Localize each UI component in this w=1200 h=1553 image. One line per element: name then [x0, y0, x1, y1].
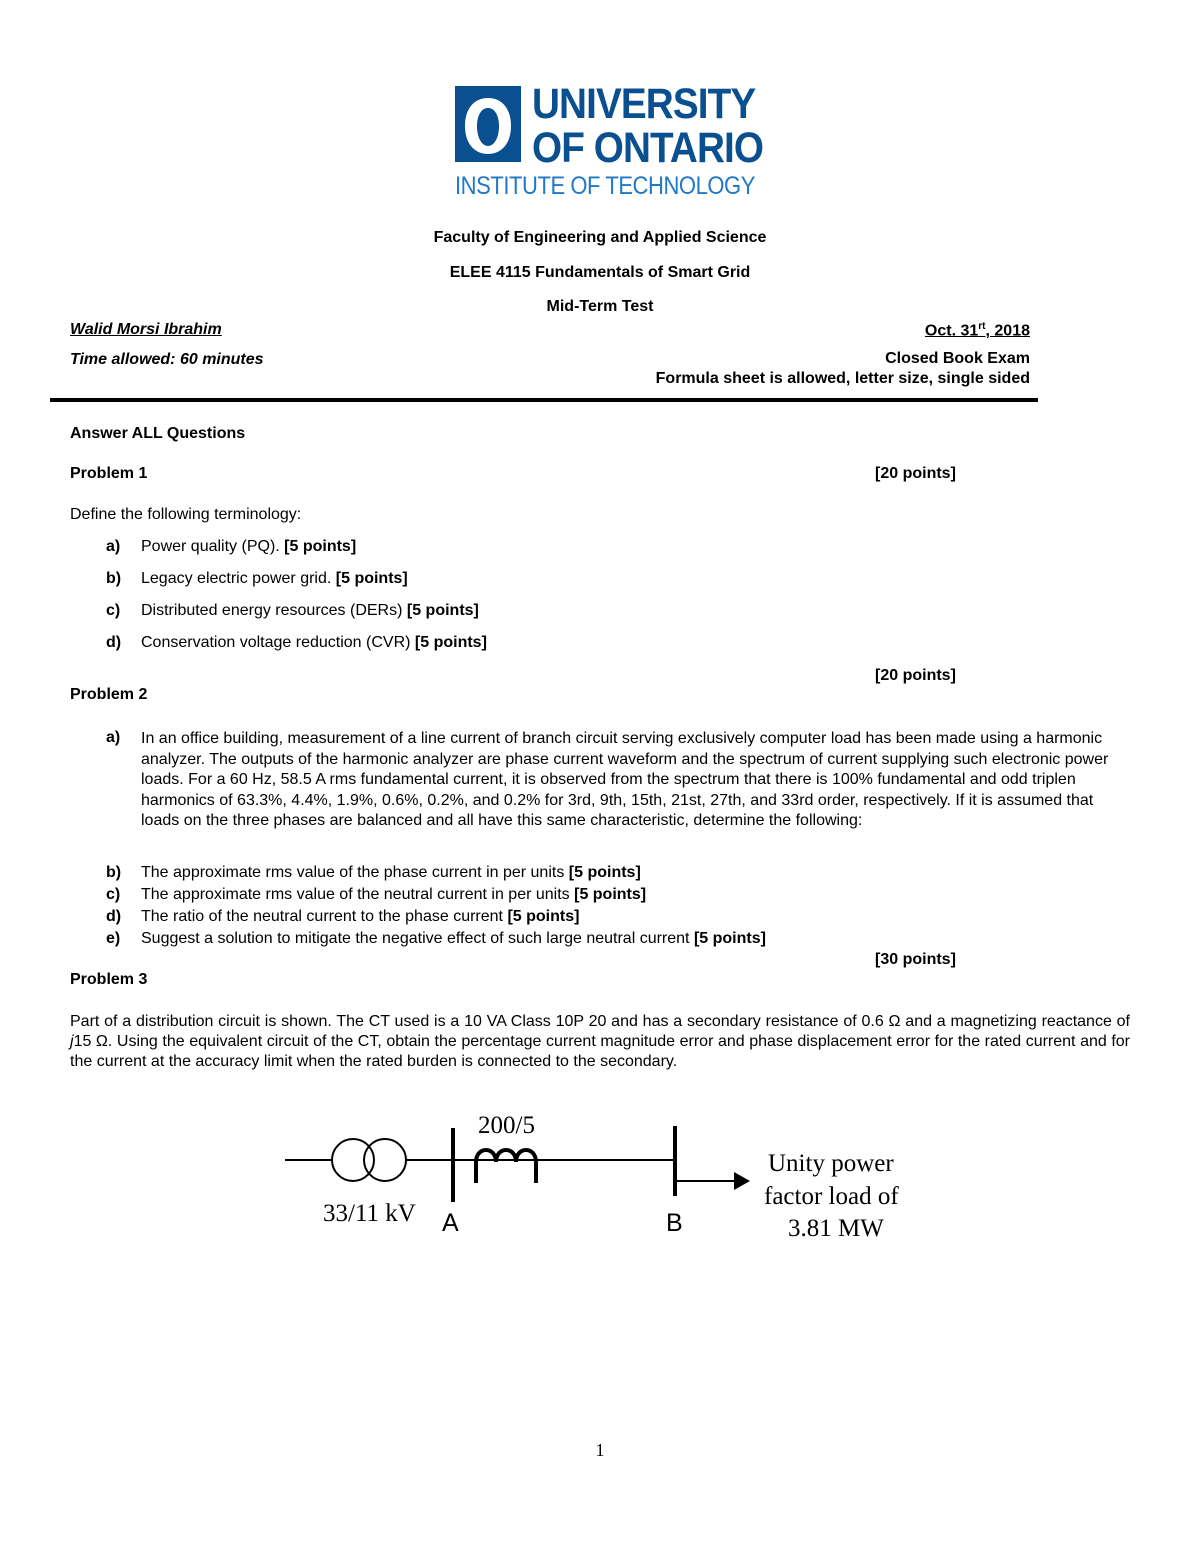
test-title: Mid-Term Test: [546, 298, 654, 315]
item-label: d): [106, 908, 122, 925]
date-prefix: Oct. 31: [924, 322, 979, 340]
item-points: [5 points]: [335, 570, 408, 587]
item-points: [5 points]: [284, 538, 357, 555]
item-text: The ratio of the neutral current to the phase current: [141, 908, 508, 925]
item-text: Power quality (PQ).: [141, 538, 285, 555]
problem-1-points: [20 points]: [875, 465, 956, 482]
problem-2-points: [20 points]: [875, 667, 956, 684]
problem-3-text-part1: Part of a distribution circuit is shown. The CT used is a 10 VA Class 10P 20 and has a secondary resistance of 0.6 Ω and a magnetizing reactance of: [70, 1013, 1130, 1030]
problem-3-title: Problem 3: [70, 971, 148, 988]
item-text: The approximate rms value of the phase current in per units: [141, 864, 569, 881]
item-label: b): [106, 570, 122, 587]
problem-2-title: Problem 2: [70, 686, 148, 703]
problem-1-item-c: [106, 602, 479, 620]
course-title: ELEE 4115 Fundamentals of Smart Grid: [449, 264, 751, 281]
problem-2-item-c: [106, 886, 646, 904]
time-allowed: Time allowed: 60 minutes: [70, 351, 264, 368]
problem-3-points: [30 points]: [875, 951, 956, 968]
item-points: [5 points]: [507, 908, 580, 925]
logo-line-of-ontario: OF ONTARIO: [532, 124, 764, 172]
formula-sheet-note: Formula sheet is allowed, letter size, single sided: [655, 370, 1030, 387]
circuit-diagram: [280, 1110, 940, 1260]
header-divider: [50, 398, 1038, 402]
problem-2-item-d: [106, 908, 579, 926]
exam-type: Closed Book Exam: [885, 350, 1030, 367]
transformer-circle-2: [364, 1139, 406, 1181]
load-label-line-1: Unity power: [768, 1150, 894, 1177]
logo-line-institute: INSTITUTE OF TECHNOLOGY: [455, 172, 755, 200]
item-label: e): [106, 930, 121, 947]
item-points: [5 points]: [574, 886, 647, 903]
problem-3-text: [70, 1012, 1130, 1072]
item-text: The approximate rms value of the neutral current in per units: [141, 886, 575, 903]
transformer-circle-1: [332, 1139, 374, 1181]
logo-line-university: UNIVERSITY: [532, 80, 756, 128]
exam-date: [925, 321, 1030, 340]
item-text: Conservation voltage reduction (CVR): [141, 634, 415, 651]
date-suffix: , 2018: [985, 322, 1030, 340]
item-text: Suggest a solution to mitigate the negative effect of such large neutral current: [141, 930, 694, 947]
item-points: [5 points]: [568, 864, 641, 881]
faculty-title: Faculty of Engineering and Applied Science: [433, 229, 767, 246]
bus-a-label: A: [442, 1209, 459, 1237]
problem-1-item-a: [106, 538, 356, 556]
item-label: c): [106, 602, 121, 619]
problem-3-j-symbol: j: [70, 1033, 74, 1050]
problem-2-item-e: [106, 930, 766, 948]
item-label: a): [106, 538, 121, 555]
problem-2-item-b: [106, 864, 641, 882]
load-label-line-3: 3.81 MW: [788, 1215, 884, 1242]
problem-2-item-a-label: a): [106, 729, 121, 746]
problem-1-item-d: [106, 634, 487, 652]
load-arrow-icon: [734, 1172, 750, 1190]
problem-1-intro: Define the following terminology:: [70, 506, 302, 523]
ct-ratio-label: 200/5: [478, 1112, 535, 1139]
item-text: Distributed energy resources (DERs): [141, 602, 407, 619]
ct-coil-icon: [476, 1150, 536, 1183]
instructor-name: Walid Morsi Ibrahim: [70, 321, 222, 338]
item-points: [5 points]: [693, 930, 766, 947]
logo-emblem: [455, 86, 521, 162]
load-label-line-2: factor load of: [764, 1183, 899, 1210]
problem-2-item-a-text: In an office building, measurement of a line current of branch circuit serving exclusively computer load has been made using a harmonic analyzer. The outputs of the harmonic analyzer are phase current waveform and the spectrum of current supplying such electronic power loads. For a 60 Hz, 58.5 A rms fundamental current, it is observed from the spectrum that there is 100% fundamental and odd triplen harmonics of 63.3%, 4.4%, 1.9%, 0.6%, 0.2%, and 0.2% for 3rd, 9th, 15th, 21st, 27th, and 33rd order, respectively. If it is assumed that loads on the three phases are balanced and all have this same characteristic, determine the following:: [141, 730, 1109, 829]
item-text: Legacy electric power grid.: [141, 570, 336, 587]
problem-1-title: Problem 1: [70, 465, 148, 482]
transformer-rating-label: 33/11 kV: [323, 1200, 416, 1227]
date-superscript: rt: [978, 321, 986, 332]
item-label: c): [106, 886, 121, 903]
problem-1-item-b: [106, 570, 408, 588]
item-points: [5 points]: [406, 602, 479, 619]
item-points: [5 points]: [414, 634, 487, 651]
item-label: d): [106, 634, 122, 651]
instructions: Answer ALL Questions: [70, 425, 246, 442]
bus-b-label: B: [666, 1209, 683, 1237]
page-number: 1: [595, 1440, 605, 1460]
item-label: b): [106, 864, 122, 881]
problem-3-text-part2: 15 Ω. Using the equivalent circuit of the CT, obtain the percentage current magnitude error and phase displacement error for the rated current and for the current at the accuracy limit when the rated burden is connected to the secondary.: [70, 1033, 1130, 1070]
